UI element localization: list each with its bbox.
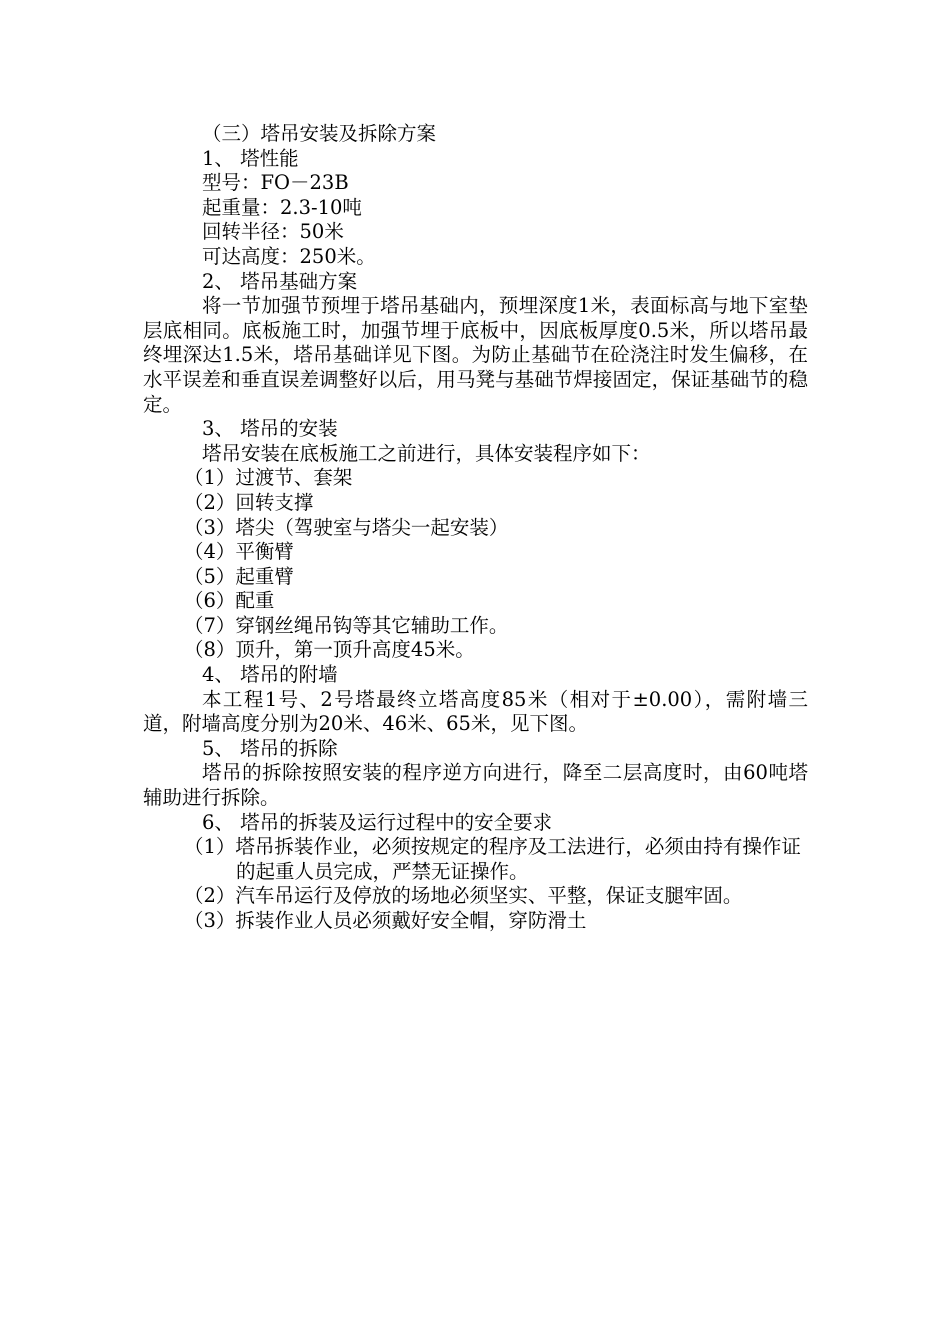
heading-tower-performance: 1、 塔性能: [202, 146, 299, 170]
installation-step: （1）过渡节、套架: [184, 466, 353, 490]
spec-model: 型号：FO－23B: [202, 171, 349, 195]
paragraph-foundation: 将一节加强节预埋于塔吊基础内，预埋深度1米，表面标高与地下室垫层底相同。底板施工时，加强节埋于底板中，因底板厚度0.5米，所以塔吊最终埋深达1.5米，塔吊基础详见下图。为防止基础节在砼浇注时发生偏移，在水平误差和垂直误差调整好以后，用马凳与基础节焊接固定，保证基础节的稳定。: [143, 294, 808, 416]
installation-intro: 塔吊安装在底板施工之前进行，具体安装程序如下：: [202, 441, 651, 465]
spec-slewing-radius: 回转半径：50米: [202, 220, 344, 244]
heading-installation: 3、 塔吊的安装: [202, 417, 338, 441]
installation-step: （2）回转支撑: [184, 490, 314, 514]
paragraph-wall-attachment: 本工程1号、2号塔最终立塔高度85米（相对于±0.00），需附墙三道，附墙高度分别为20米、46米、65米，见下图。: [143, 687, 808, 736]
spec-lifting-capacity: 起重量：2.3-10吨: [202, 195, 362, 219]
safety-item: （2）汽车吊运行及停放的场地必须坚实、平整，保证支腿牢固。: [184, 884, 743, 908]
paragraph-dismantling: 塔吊的拆除按照安装的程序逆方向进行，降至二层高度时，由60吨塔辅助进行拆除。: [143, 761, 808, 810]
heading-safety-requirements: 6、 塔吊的拆装及运行过程中的安全要求: [202, 810, 553, 834]
installation-step: （4）平衡臂: [184, 540, 294, 564]
document-body: [143, 122, 808, 934]
safety-item: （1）塔吊拆装作业，必须按规定的程序及工法进行，必须由持有操作证的起重人员完成，严禁无证操作。: [184, 835, 801, 883]
section-title: （三）塔吊安装及拆除方案: [202, 122, 437, 145]
installation-step: （3）塔尖（驾驶室与塔尖一起安装）: [184, 515, 509, 539]
spec-max-height: 可达高度：250米。: [202, 244, 376, 268]
safety-item: （3）拆装作业人员必须戴好安全帽，穿防滑土: [184, 909, 587, 932]
heading-foundation: 2、 塔吊基础方案: [202, 269, 358, 293]
installation-step: （8）顶升，第一顶升高度45米。: [184, 638, 475, 662]
heading-dismantling: 5、 塔吊的拆除: [202, 736, 338, 760]
installation-step: （5）起重臂: [184, 564, 294, 588]
installation-step: （7）穿钢丝绳吊钩等其它辅助工作。: [184, 613, 509, 637]
installation-step: （6）配重: [184, 589, 275, 613]
heading-wall-attachment: 4、 塔吊的附墙: [202, 663, 338, 687]
